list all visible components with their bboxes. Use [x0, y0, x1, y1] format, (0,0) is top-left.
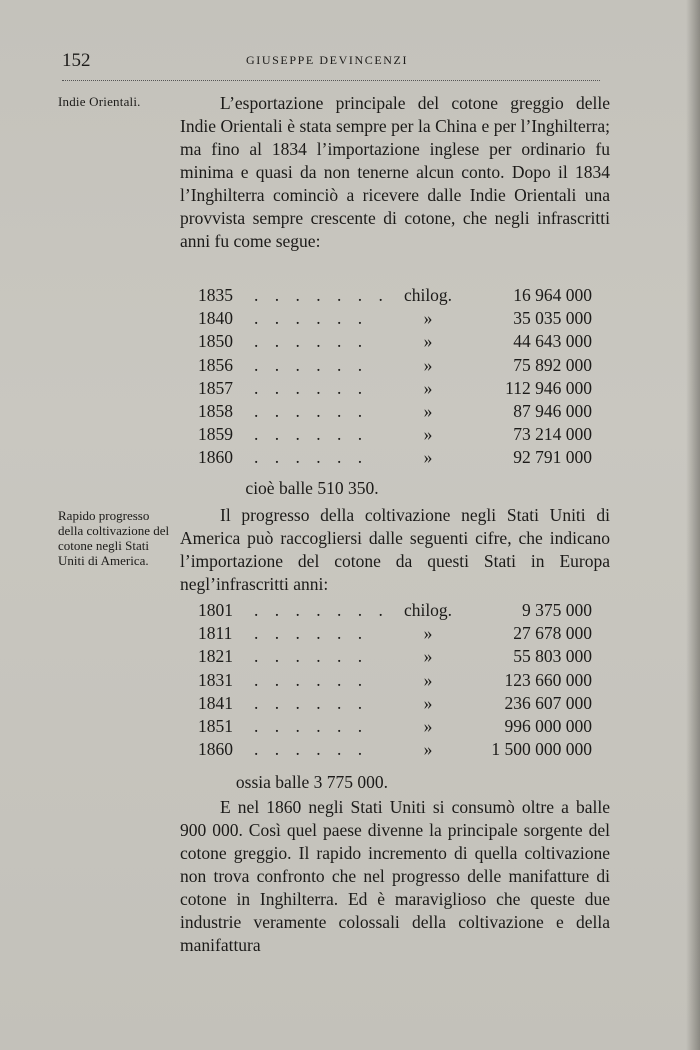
unit-cell: »: [423, 646, 433, 667]
table-row: [198, 646, 592, 669]
year-cell: 1811: [198, 623, 233, 644]
table-1-total: cioè balle 510 350.: [245, 478, 379, 498]
year-cell: 1859: [198, 424, 233, 445]
leader-dots: . . . . . .: [254, 692, 369, 713]
year-cell: 1821: [198, 646, 233, 667]
paragraph-2: [180, 504, 610, 596]
value-cell: 996 000 000: [504, 715, 592, 736]
year-cell: 1860: [198, 739, 233, 760]
year-cell: 1831: [198, 669, 233, 690]
year-cell: 1841: [198, 692, 233, 713]
year-cell: 1835: [198, 285, 233, 305]
running-head: GIUSEPPE DEVINCENZI: [246, 53, 409, 67]
value-cell: 16 964 000: [513, 285, 592, 305]
leader-dots: . . . . . .: [254, 623, 369, 644]
year-cell: 1860: [198, 447, 233, 468]
unit-cell: »: [423, 377, 433, 398]
unit-cell: »: [423, 424, 433, 445]
unit-cell: »: [423, 308, 433, 329]
value-cell: 27 678 000: [513, 623, 592, 644]
year-cell: 1801: [198, 600, 233, 620]
year-cell: 1857: [198, 377, 233, 398]
paragraph-1: [180, 92, 610, 253]
table-row: [198, 716, 592, 739]
year-cell: 1851: [198, 715, 233, 736]
table-row: [198, 355, 592, 378]
unit-cell: »: [423, 692, 433, 713]
sidenote-indie-orientali: Indie Orientali.: [58, 94, 141, 109]
value-cell: 73 214 000: [513, 424, 592, 445]
paragraph-1-text: L’esportazione principale del cotone greggio delle Indie Orientali è stata sempre per la China e per l’Inghilterra; ma fino al 1834 l’importazione inglese per ordinario fu minima e quasi da non tenerne alcun conto. Dopo il 1834 l’Inghilterra cominciò a ricevere dalle Indie Orientali una provvista sempre crescente di cotone, che negli infrascritti anni fu come segue:: [180, 93, 610, 251]
unit-cell: chilog.: [403, 285, 453, 305]
value-cell: 44 643 000: [513, 331, 592, 352]
table-row: [198, 308, 592, 331]
year-cell: 1856: [198, 354, 233, 375]
value-cell: 9 375 000: [522, 600, 592, 620]
year-cell: 1840: [198, 308, 233, 329]
unit-cell: »: [423, 623, 433, 644]
table-row: [198, 623, 592, 646]
unit-cell: chilog.: [403, 600, 453, 620]
leader-dots: . . . . . . .: [254, 600, 389, 620]
value-cell: 123 660 000: [504, 669, 592, 690]
value-cell: 112 946 000: [505, 377, 592, 398]
page-header: [62, 50, 602, 80]
unit-cell: »: [423, 400, 433, 421]
year-cell: 1850: [198, 331, 233, 352]
leader-dots: . . . . . .: [254, 331, 369, 352]
table-row: [198, 285, 592, 308]
table-row: [198, 331, 592, 354]
page-number: 152: [62, 50, 91, 71]
import-table-united-states: [198, 600, 592, 762]
leader-dots: . . . . . .: [254, 669, 369, 690]
table-2-total: ossia balle 3 775 000.: [235, 772, 389, 792]
header-rule: [62, 80, 600, 81]
paragraph-2-text: Il progresso della coltivazione negli Stati Uniti di America può raccogliersi dalle seguenti cifre, che indicano l’importazione del cotone da questi Stati in Europa negl’infrascritti anni:: [180, 505, 610, 594]
paragraph-3-text: E nel 1860 negli Stati Uniti si consumò oltre a balle 900 000. Così quel paese divenne la principale sorgente del cotone greggio. Il rapido incremento di quella coltivazione non trova confronto che nel progresso delle manifatture di cotone in Inghilterra. Ed è maraviglioso che queste due industrie veramente colossali della coltivazione e della manifattura: [180, 797, 610, 955]
table-row: [198, 739, 592, 762]
sidenote-rapido-progresso: Rapido progresso della coltivazione del cotone negli Stati Uniti di America.: [58, 508, 170, 568]
table-row: [198, 447, 592, 470]
leader-dots: . . . . . .: [254, 646, 369, 667]
unit-cell: »: [423, 669, 433, 690]
unit-cell: »: [423, 447, 433, 468]
table-row: [198, 600, 592, 623]
leader-dots: . . . . . .: [254, 447, 369, 468]
table-row: [198, 693, 592, 716]
value-cell: 75 892 000: [513, 354, 592, 375]
table-row: [198, 424, 592, 447]
value-cell: 1 500 000 000: [491, 739, 592, 760]
unit-cell: »: [423, 715, 433, 736]
leader-dots: . . . . . .: [254, 377, 369, 398]
unit-cell: »: [423, 739, 433, 760]
leader-dots: . . . . . .: [254, 424, 369, 445]
value-cell: 87 946 000: [513, 400, 592, 421]
leader-dots: . . . . . .: [254, 308, 369, 329]
table-row: [198, 670, 592, 693]
value-cell: 92 791 000: [513, 447, 592, 468]
leader-dots: . . . . . . .: [254, 285, 389, 305]
year-cell: 1858: [198, 400, 233, 421]
value-cell: 55 803 000: [513, 646, 592, 667]
value-cell: 35 035 000: [513, 308, 592, 329]
leader-dots: . . . . . .: [254, 400, 369, 421]
leader-dots: . . . . . .: [254, 739, 369, 760]
table-row: [198, 378, 592, 401]
unit-cell: »: [423, 331, 433, 352]
value-cell: 236 607 000: [504, 692, 592, 713]
paragraph-3: [180, 796, 610, 957]
leader-dots: . . . . . .: [254, 715, 369, 736]
leader-dots: . . . . . .: [254, 354, 369, 375]
export-table-east-indies: [198, 285, 592, 471]
table-row: [198, 401, 592, 424]
page-edge-shadow: [686, 0, 700, 1050]
unit-cell: »: [423, 354, 433, 375]
